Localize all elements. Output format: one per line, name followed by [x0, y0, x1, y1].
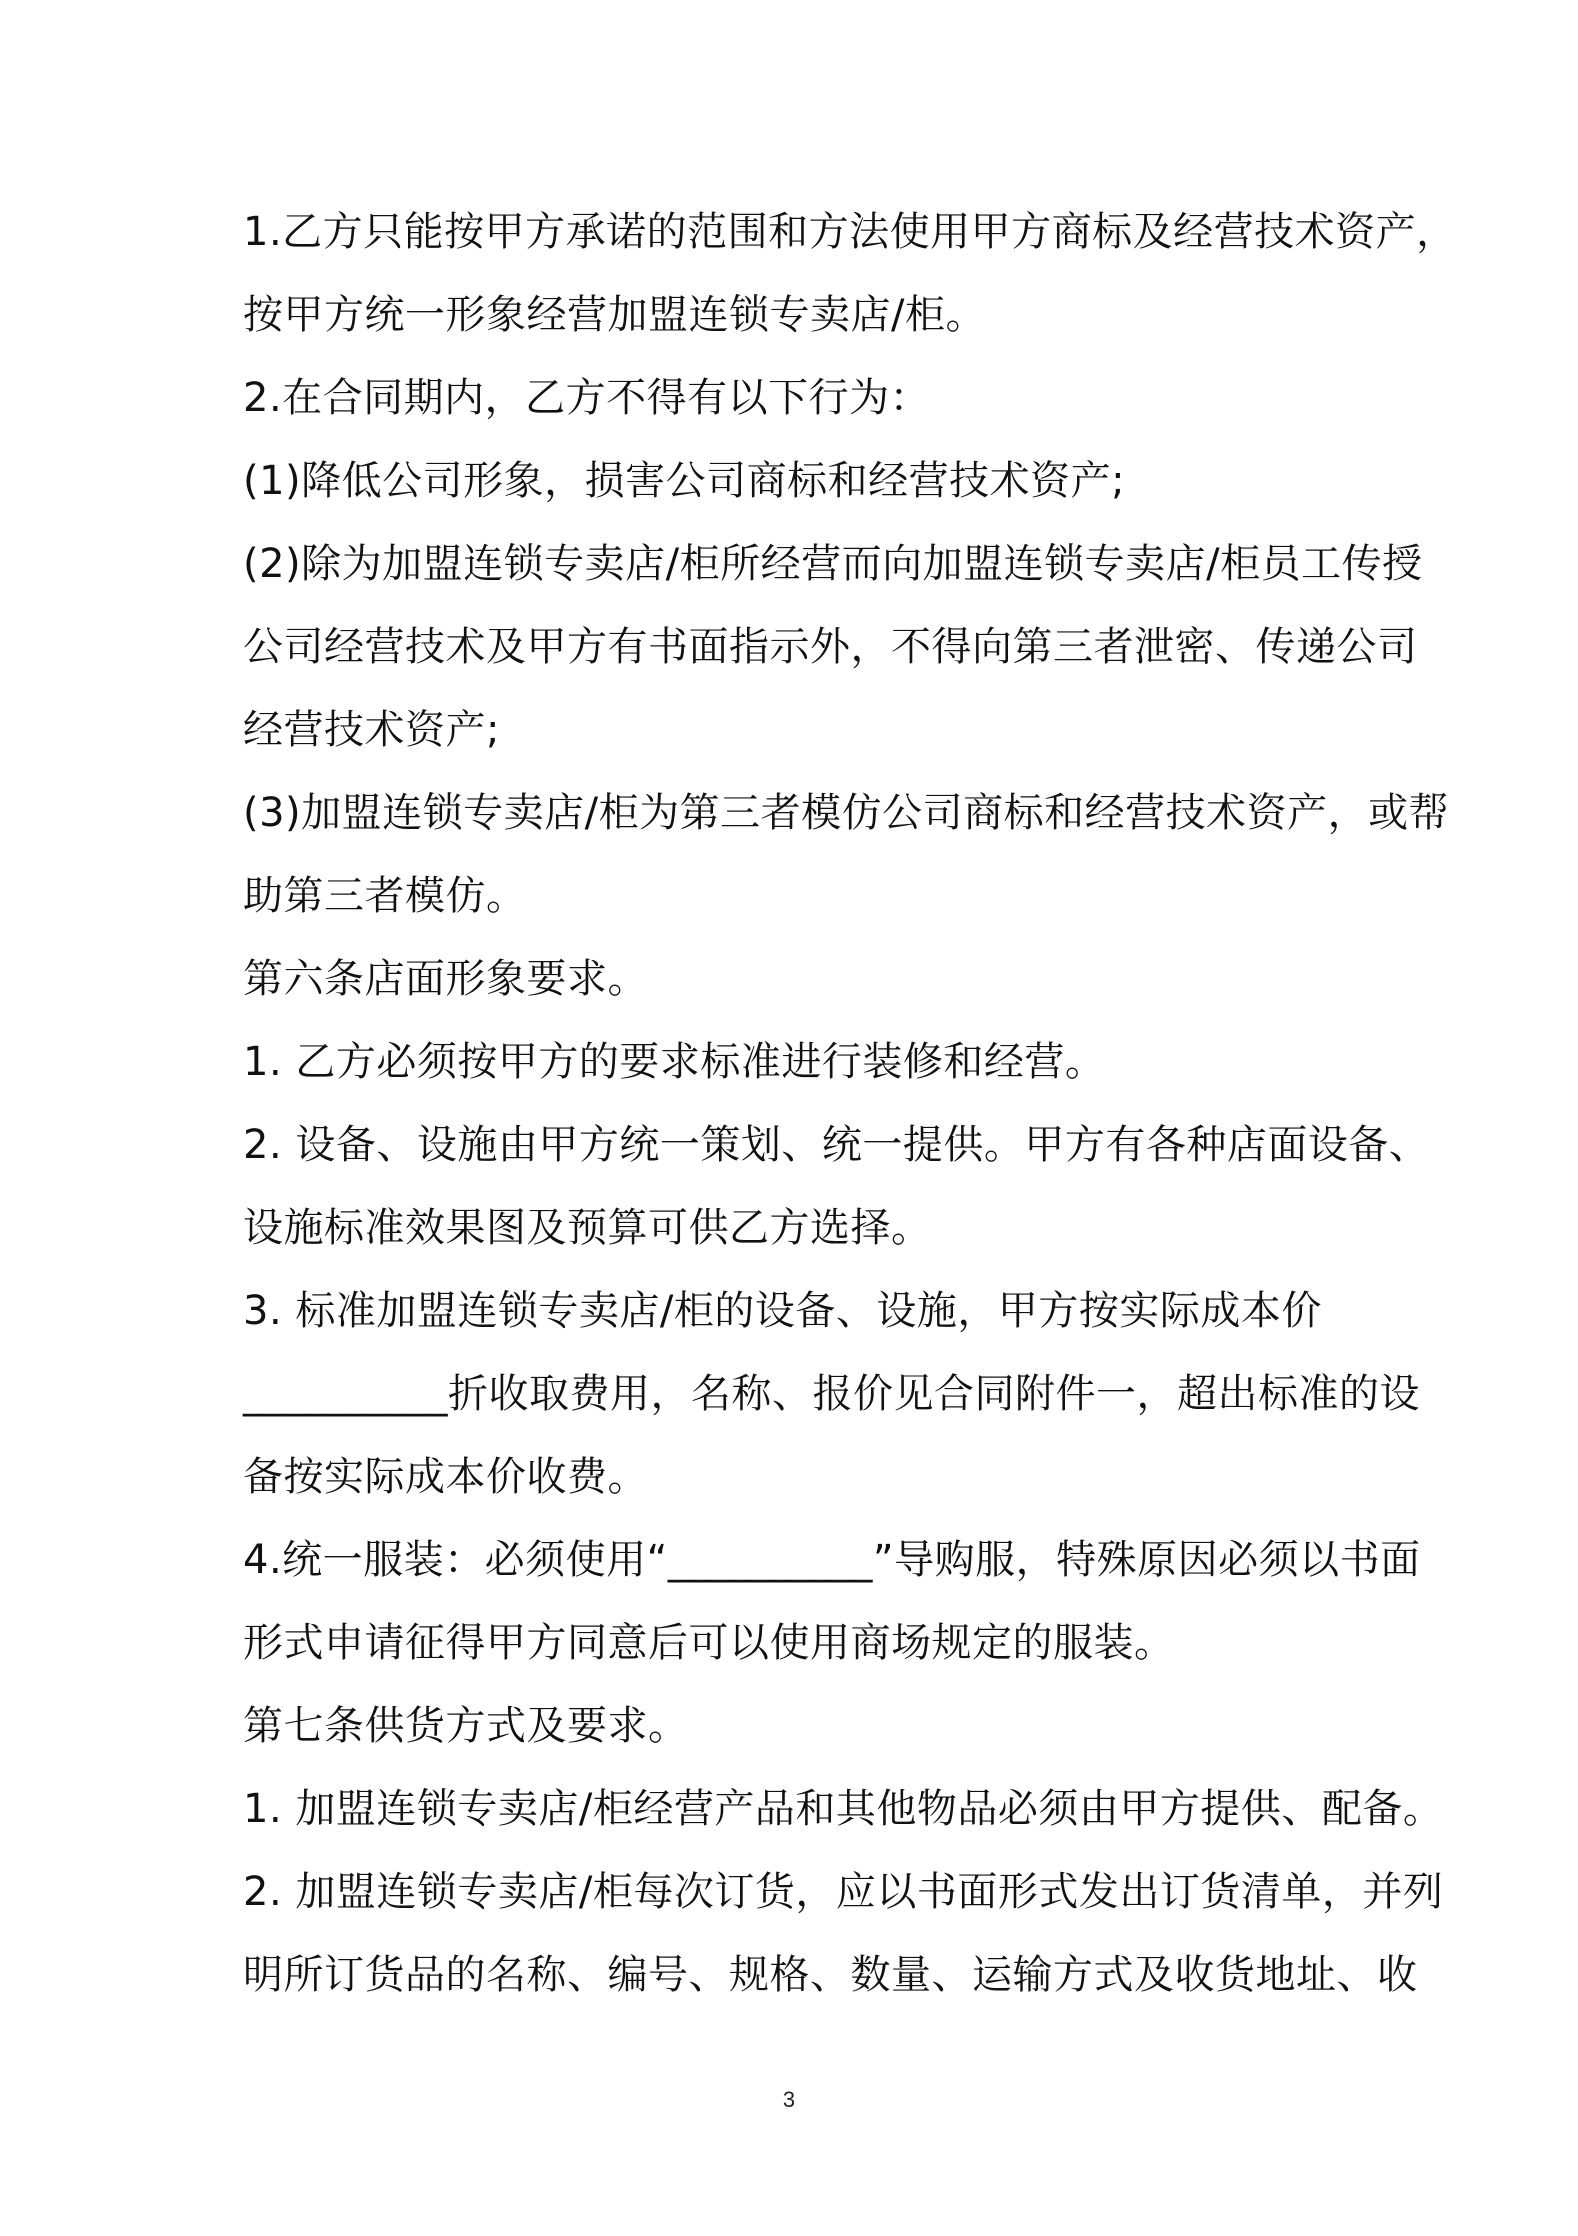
text-line: 1. 加盟连锁专卖店/柜经营产品和其他物品必须由甲方提供、配备。 — [243, 1786, 1444, 1832]
text-line: 1.乙方只能按甲方承诺的范围和方法使用甲方商标及经营技术资产， — [243, 209, 1457, 255]
text-line: 经营技术资产; — [243, 707, 500, 753]
text-line: 设施标准效果图及预算可供乙方选择。 — [243, 1205, 932, 1251]
page-number: 3 — [782, 2087, 796, 2112]
text-line: (2)除为加盟连锁专卖店/柜所经营而向加盟连锁专卖店/柜员工传授 — [243, 541, 1423, 587]
text-line: 形式申请征得甲方同意后可以使用商场规定的服装。 — [243, 1620, 1175, 1666]
text-line: 备按实际成本价收费。 — [243, 1454, 648, 1500]
text-line: (3)加盟连锁专卖店/柜为第三者模仿公司商标和经营技术资产，或帮 — [243, 790, 1450, 836]
text-line: 按甲方统一形象经营加盟连锁专卖店/柜。 — [243, 292, 986, 338]
text-line: 2.在合同期内，乙方不得有以下行为： — [243, 375, 931, 421]
section-heading: 第七条供货方式及要求。 — [243, 1703, 689, 1749]
text-line: (1)降低公司形象，损害公司商标和经营技术资产; — [243, 458, 1126, 504]
section-heading: 第六条店面形象要求。 — [243, 956, 648, 1002]
text-line: 4.统一服装：必须使用“__________”导购服，特殊原因必须以书面 — [243, 1537, 1421, 1583]
text-line: 明所订货品的名称、编号、规格、数量、运输方式及收货地址、收 — [243, 1952, 1418, 1998]
text-line: 1. 乙方必须按甲方的要求标准进行装修和经营。 — [243, 1039, 1106, 1085]
text-line: 2. 设备、设施由甲方统一策划、统一提供。甲方有各种店面设备、 — [243, 1122, 1430, 1168]
text-line: 2. 加盟连锁专卖店/柜每次订货，应以书面形式发出订货清单，并列 — [243, 1869, 1444, 1915]
text-line: 公司经营技术及甲方有书面指示外，不得向第三者泄密、传递公司 — [243, 624, 1418, 670]
text-line: __________折收取费用，名称、报价见合同附件一，超出标准的设 — [243, 1371, 1420, 1417]
text-line: 3. 标准加盟连锁专卖店/柜的设备、设施，甲方按实际成本价 — [243, 1288, 1322, 1334]
text-line: 助第三者模仿。 — [243, 873, 527, 919]
